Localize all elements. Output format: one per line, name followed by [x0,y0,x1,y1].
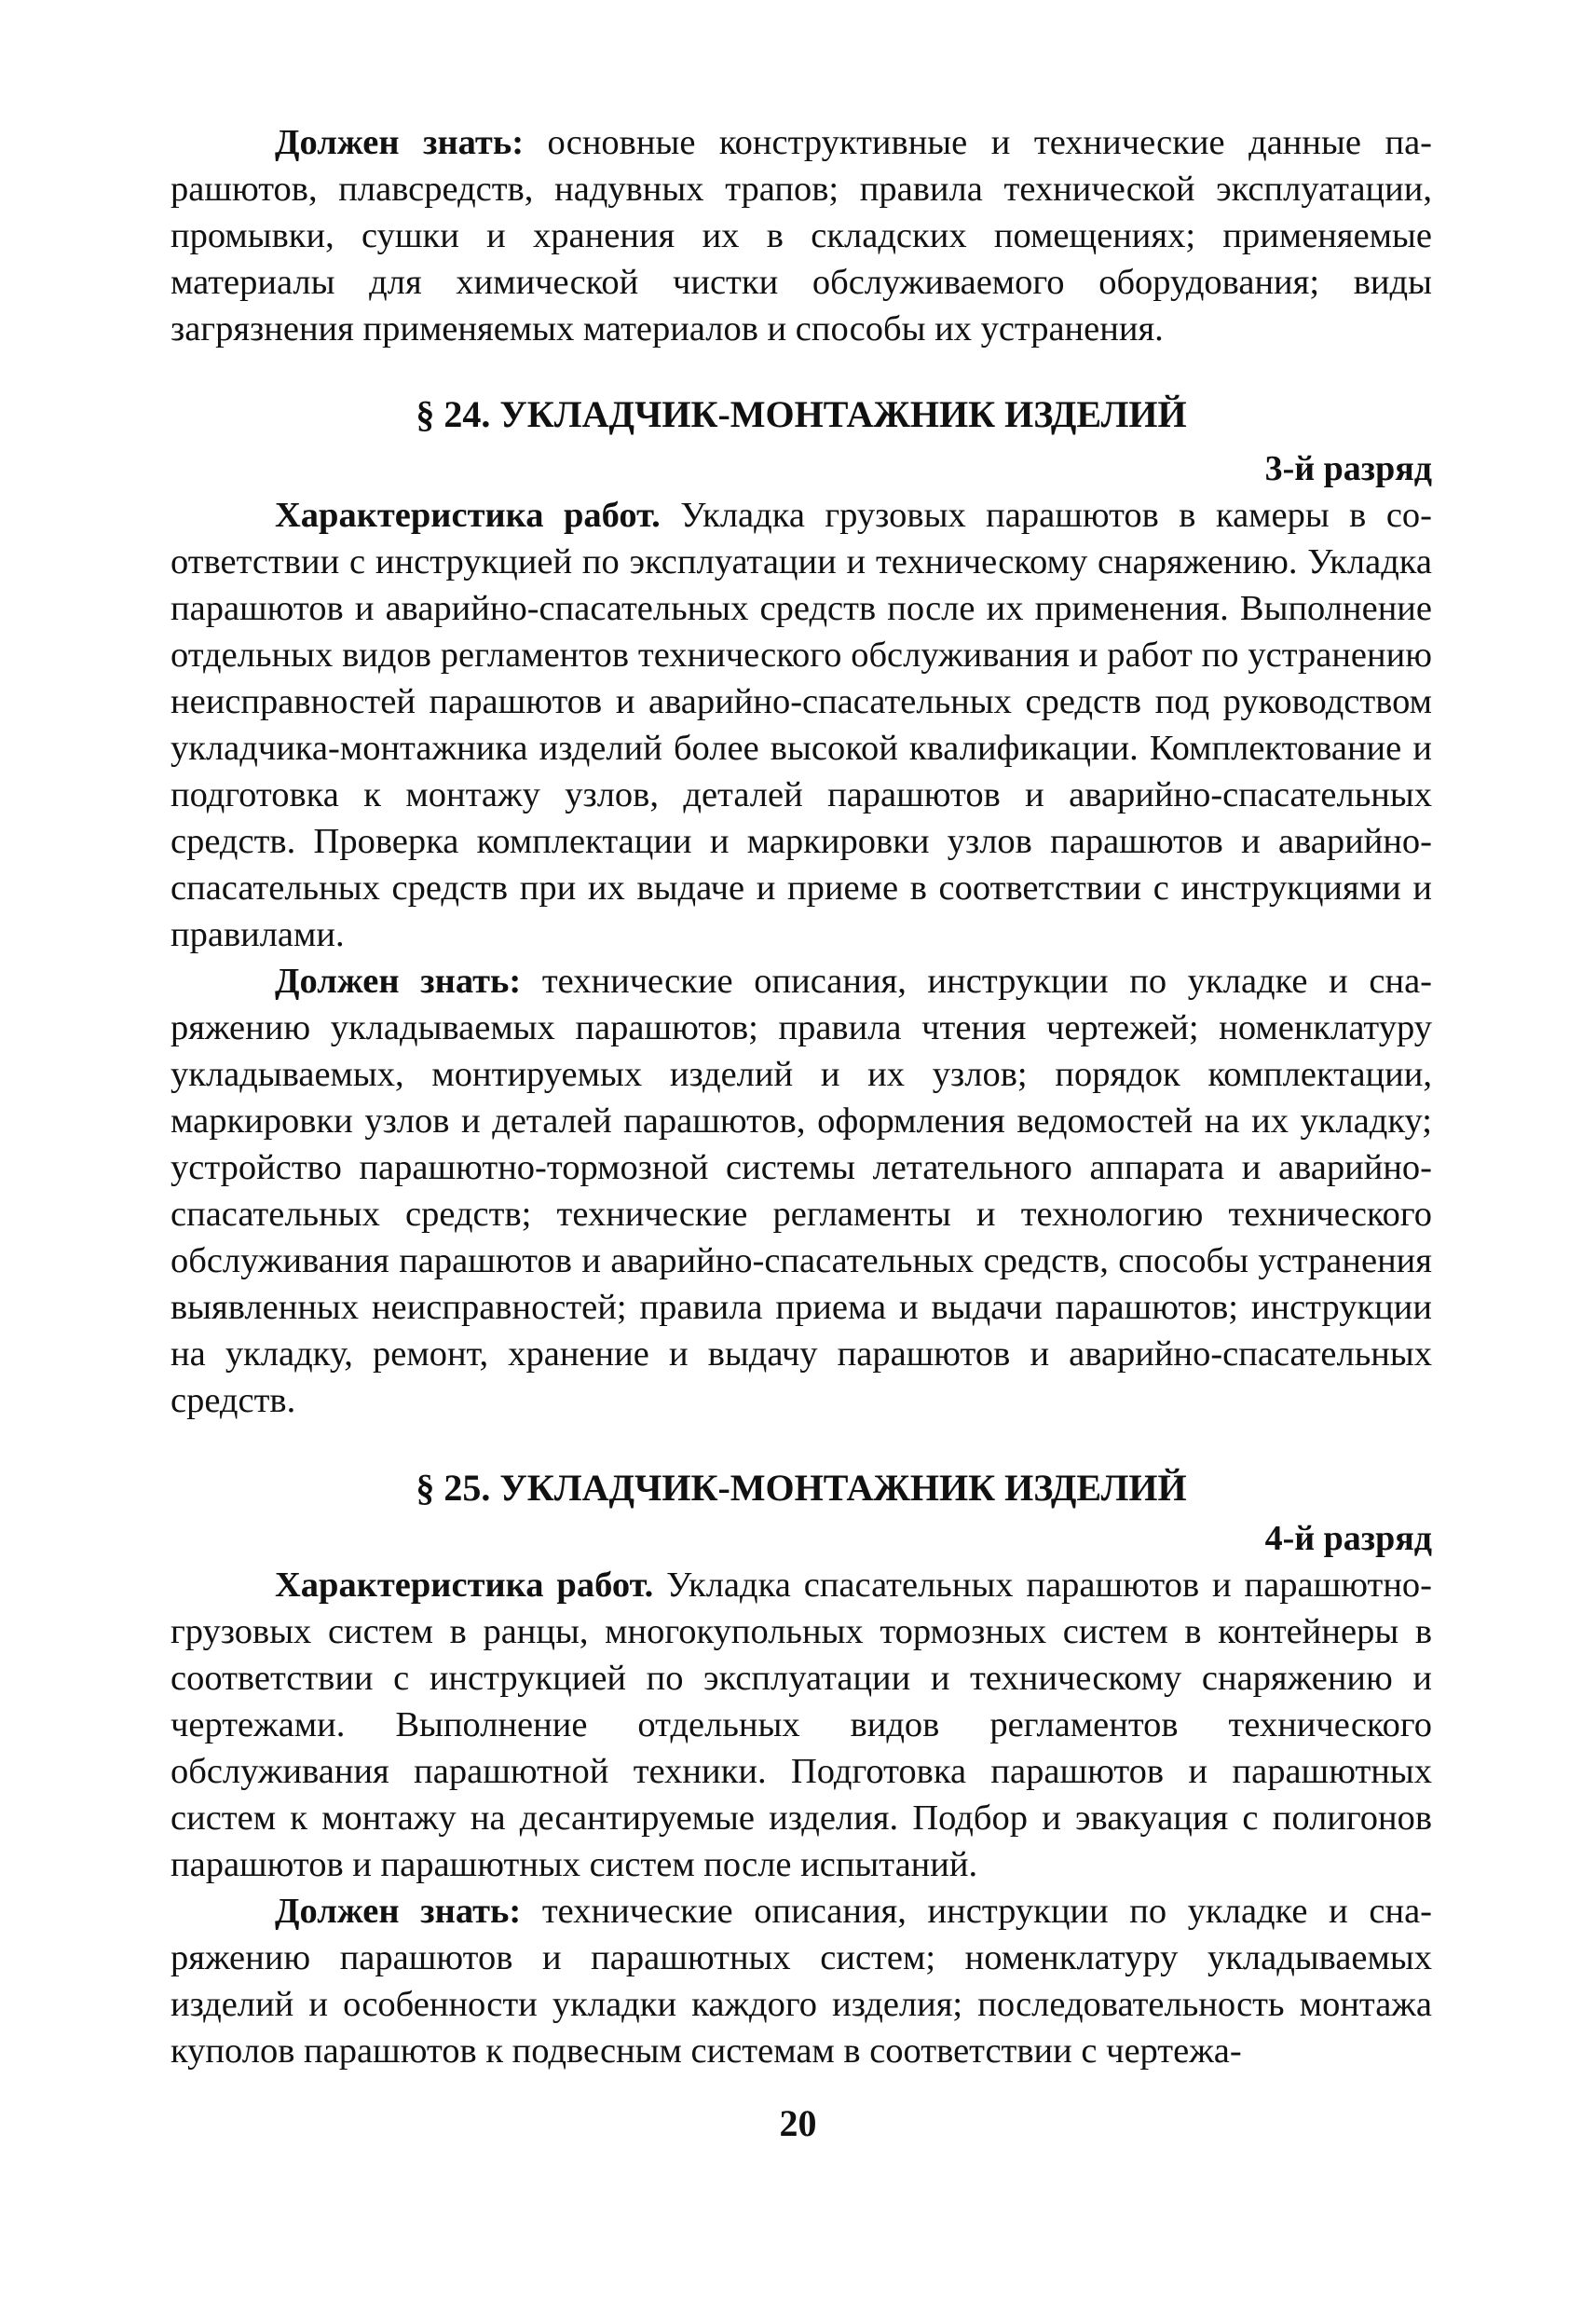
section-25-work-lead: Характеристика работ. [275,1566,654,1605]
section-24-title: § 24. УКЛАДЧИК-МОНТАЖНИК ИЗДЕЛИЙ [416,393,1187,435]
section-25-title: § 25. УКЛАДЧИК-МОНТАЖНИК ИЗДЕЛИЙ [416,1467,1187,1509]
section-24-knowledge-lead: Должен знать: [275,962,522,1001]
page-number: 20 [779,2102,817,2144]
section-25-knowledge-lead: Должен знать: [275,1892,522,1931]
intro-paragraph [171,119,1432,352]
intro-lead: Должен знать: [275,123,525,162]
section-24-work-lead: Характеристика работ. [275,496,661,535]
intro-text: основные конструктивные и технические данные парашютов, плавсредств, надувных трапов; правила технической эксплуатации, промывки, сушки и хранения их в складских помещениях; применяемые материалы для химической чистки обслуживаемого оборудования; виды загрязнения применяемых материалов и способы их устранения. [171,123,1432,349]
section-25-work-text: Укладка спасательных парашютов и парашютно-грузовых систем в ранцы, многокупольных тормозных систем в контейнеры в соответствии с инструкцией по эксплуатации и техническому снаряжению и чертежами. Выполнение отдельных видов регламентов технического обслуживания парашютной техники. Подготовка парашютов и парашютных систем к монтажу на десантируемые изделия. Подбор и эвакуация с полигонов парашютов и парашютных систем после испытаний. [171,1566,1432,1884]
section-24-work-paragraph [171,492,1432,958]
section-25-knowledge-paragraph [171,1888,1432,2074]
section-24-grade: 3-й разряд [1264,449,1432,488]
section-25-work-paragraph [171,1562,1432,1888]
section-24-knowledge-text: технические описания, инструкции по укладке и снаряжению укладываемых парашютов; правила чтения чертежей; номенклатуру укладываемых, монтируемых изделий и их узлов; порядок комплектации, маркировки узлов и деталей парашютов, оформления ведомостей на их укладку; устройство парашютно-тормозной системы летательного аппарата и аварийно-спасательных средств; технические регламенты и технологию технического обслуживания парашютов и аварийно-спасательных средств, способы устранения выявленных неисправностей; правила приема и выдачи парашютов; инструкции на укладку, ремонт, хранение и выдачу парашютов и аварийно-спасательных средств. [171,962,1432,1420]
document-page [171,119,1432,2074]
section-25-grade: 4-й разряд [1264,1519,1432,1558]
section-25-knowledge-text: технические описания, инструкции по укладке и снаряжению парашютов и парашютных систем; номенклатуру укладываемых изделий и особенности укладки каждого изделия; последовательность монтажа куполов парашютов к подвесным системам в соответствии с чертежа- [171,1892,1432,2071]
section-24-work-text: Укладка грузовых парашютов в камеры в соответствии с инструкцией по эксплуатации и техническому снаряжению. Укладка парашютов и аварийно-спасательных средств после их применения. Выполнение отдельных видов регламентов технического обслуживания и работ по устранению неисправностей парашютов и аварийно-спасательных средств под руководством укладчика-монтажника изделий более высокой квалификации. Комплектование и подготовка к монтажу узлов, деталей парашютов и аварийно-спасательных средств. Проверка комплектации и маркировки узлов парашютов и аварийно-спасательных средств при их выдаче и приеме в соответствии с инструкциями и правилами. [171,496,1432,954]
section-24-knowledge-paragraph [171,958,1432,1424]
